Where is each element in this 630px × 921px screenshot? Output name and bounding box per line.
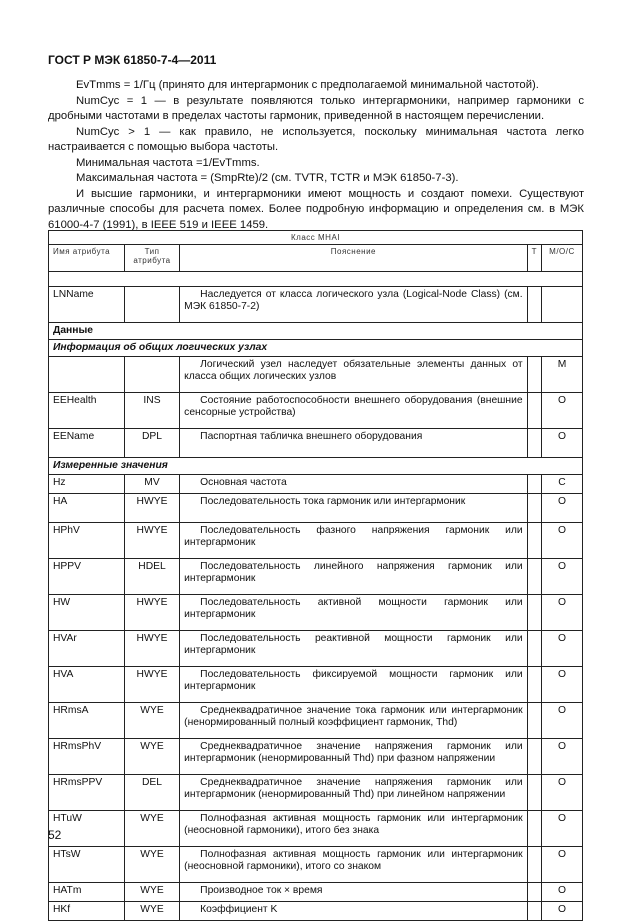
cell-moc: O — [541, 703, 582, 739]
cell-desc: Производное ток × время — [180, 883, 527, 902]
cell-type: HWYE — [124, 494, 179, 523]
cell-name: HA — [49, 494, 125, 523]
cell-type: HWYE — [124, 667, 179, 703]
cell-desc: Состояние работоспособности внешнего оборудования (внешние сенсорные устройства) — [180, 393, 527, 429]
header-t: T — [527, 245, 541, 272]
header-moc: M/O/C — [541, 245, 582, 272]
cell-desc: Последовательность тока гармоник или интергармоник — [180, 494, 527, 523]
cell-t — [527, 703, 541, 739]
cell-moc: O — [541, 667, 582, 703]
cell-t — [527, 357, 541, 393]
cell-t — [527, 523, 541, 559]
cell-desc: Наследуется от класса логического узла (Logical-Node Class) (см. МЭК 61850-7-2) — [180, 287, 527, 323]
cell-name: HTsW — [49, 847, 125, 883]
paragraph: И высшие гармоники, и интергармоники имеют мощность и создают помехи. Существуют различные способы для расчета помех. Более подробную информацию и определения см. в МЭК 61000-4-7 (1991), в IEEE 519 и IEEE 1459. — [48, 187, 584, 231]
cell-t — [527, 667, 541, 703]
table-title: Класс MHAI — [49, 231, 583, 245]
cell-t — [527, 393, 541, 429]
table-row — [49, 775, 583, 811]
table-row — [49, 703, 583, 739]
cell-desc: Среднеквадратичное значение напряжения гармоник или интергармоник (ненормированный Thd) при линейном напряжении — [180, 775, 527, 811]
table-row — [49, 559, 583, 595]
cell-moc: M — [541, 357, 582, 393]
cell-desc: Основная частота — [180, 475, 527, 494]
section-row — [49, 458, 583, 475]
table-row — [49, 475, 583, 494]
cell-moc: C — [541, 475, 582, 494]
cell-moc: O — [541, 595, 582, 631]
cell-name: HRmsA — [49, 703, 125, 739]
table-row — [49, 883, 583, 902]
table-row — [49, 811, 583, 847]
cell-moc: O — [541, 883, 582, 902]
cell-desc: Полнофазная активная мощность гармоник или интергармоник (неосновной гармоники), итого без знака — [180, 811, 527, 847]
cell-type: HWYE — [124, 631, 179, 667]
paragraph: NumCyc = 1 — в результате появляются только интергармоники, например гармоники с дробными частотами в пределах частоты гармоник, приведенной в настоящем перечислении. — [48, 94, 584, 122]
cell-moc: O — [541, 559, 582, 595]
cell-moc: O — [541, 902, 582, 921]
cell-name: Hz — [49, 475, 125, 494]
cell-desc: Последовательность фиксируемой мощности гармоник или интергармоник — [180, 667, 527, 703]
cell-desc: Последовательность реактивной мощности гармоник или интергармоник — [180, 631, 527, 667]
cell-type: WYE — [124, 847, 179, 883]
cell-desc: Среднеквадратичное значение напряжения гармоник или интергармоник (ненормированный Thd) при фазном напряжении — [180, 739, 527, 775]
table-row — [49, 739, 583, 775]
cell-moc: O — [541, 494, 582, 523]
cell-name: HRmsPhV — [49, 739, 125, 775]
header-attribute-type: Тип атрибута — [124, 245, 179, 272]
cell-type — [124, 287, 179, 323]
cell-name: EEName — [49, 429, 125, 458]
section-data: Данные — [49, 323, 583, 340]
cell-name: HW — [49, 595, 125, 631]
cell-name: HVAr — [49, 631, 125, 667]
cell-t — [527, 631, 541, 667]
cell-type: HWYE — [124, 523, 179, 559]
cell-type: WYE — [124, 703, 179, 739]
cell-desc: Полнофазная активная мощность гармоник или интергармоник (неосновной гармоники), итого со знаком — [180, 847, 527, 883]
section-row — [49, 323, 583, 340]
cell-moc: O — [541, 429, 582, 458]
cell-desc: Последовательность фазного напряжения гармоник или интергармоник — [180, 523, 527, 559]
cell-name: HATm — [49, 883, 125, 902]
table-row — [49, 667, 583, 703]
cell-desc: Последовательность активной мощности гармоник или интергармоник — [180, 595, 527, 631]
header-explanation: Пояснение — [180, 245, 527, 272]
cell-t — [527, 494, 541, 523]
cell-name: EEHealth — [49, 393, 125, 429]
cell-moc — [541, 287, 582, 323]
cell-type — [124, 357, 179, 393]
cell-name — [49, 357, 125, 393]
table-row — [49, 523, 583, 559]
cell-t — [527, 429, 541, 458]
cell-t — [527, 475, 541, 494]
cell-t — [527, 559, 541, 595]
cell-t — [527, 595, 541, 631]
paragraph: Минимальная частота =1/EvTmms. — [76, 156, 260, 169]
cell-type: MV — [124, 475, 179, 494]
cell-type: HWYE — [124, 595, 179, 631]
table-row — [49, 595, 583, 631]
page-header: ГОСТ Р МЭК 61850-7-4—2011 — [48, 53, 217, 67]
cell-type: WYE — [124, 811, 179, 847]
cell-t — [527, 902, 541, 921]
table-row — [49, 847, 583, 883]
cell-moc: O — [541, 811, 582, 847]
table-row — [49, 287, 583, 323]
cell-type: WYE — [124, 902, 179, 921]
body-text — [48, 78, 584, 233]
cell-moc: O — [541, 393, 582, 429]
section-common-ln: Информация об общих логических узлах — [49, 340, 583, 357]
table-row — [49, 393, 583, 429]
cell-moc: O — [541, 631, 582, 667]
header-attribute-name: Имя атрибута — [49, 245, 125, 272]
cell-t — [527, 811, 541, 847]
cell-moc: O — [541, 739, 582, 775]
cell-type: DEL — [124, 775, 179, 811]
cell-name: HPhV — [49, 523, 125, 559]
cell-t — [527, 847, 541, 883]
cell-type: WYE — [124, 739, 179, 775]
spacer-row — [49, 272, 583, 287]
page-number: 52 — [48, 828, 62, 842]
paragraph: NumCyc > 1 — как правило, не используется, поскольку минимальная частота легко настраивается с помощью выбора частоты. — [48, 125, 584, 153]
table-row — [49, 494, 583, 523]
cell-t — [527, 883, 541, 902]
cell-name: HPPV — [49, 559, 125, 595]
table-row — [49, 357, 583, 393]
cell-desc: Среднеквадратичное значение тока гармоник или интергармоник (ненормированный полный коэффициент гармоник, Thd) — [180, 703, 527, 739]
paragraph: Максимальная частота = (SmpRte)/2 (см. TVTR, TCTR и МЭК 61850-7-3). — [76, 172, 459, 184]
cell-desc: Коэффициент K — [180, 902, 527, 921]
section-measured: Измеренные значения — [49, 458, 583, 475]
cell-t — [527, 739, 541, 775]
cell-name: LNName — [49, 287, 125, 323]
mhai-class-table — [48, 230, 583, 921]
cell-desc: Логический узел наследует обязательные элементы данных от класса общих логических узлов — [180, 357, 527, 393]
cell-t — [527, 287, 541, 323]
table-row — [49, 631, 583, 667]
cell-moc: O — [541, 523, 582, 559]
cell-name: HKf — [49, 902, 125, 921]
cell-type: DPL — [124, 429, 179, 458]
cell-moc: O — [541, 775, 582, 811]
cell-desc: Последовательность линейного напряжения гармоник или интергармоник — [180, 559, 527, 595]
cell-type: INS — [124, 393, 179, 429]
cell-name: HVA — [49, 667, 125, 703]
cell-desc: Паспортная табличка внешнего оборудования — [180, 429, 527, 458]
cell-moc: O — [541, 847, 582, 883]
cell-type: HDEL — [124, 559, 179, 595]
table-row — [49, 902, 583, 921]
paragraph: EvTmms = 1/Гц (принято для интергармоник с предполагаемой минимальной частотой). — [76, 79, 539, 91]
cell-t — [527, 775, 541, 811]
cell-name: HRmsPPV — [49, 775, 125, 811]
cell-type: WYE — [124, 883, 179, 902]
cell-name: HTuW — [49, 811, 125, 847]
section-row — [49, 340, 583, 357]
table-row — [49, 429, 583, 458]
